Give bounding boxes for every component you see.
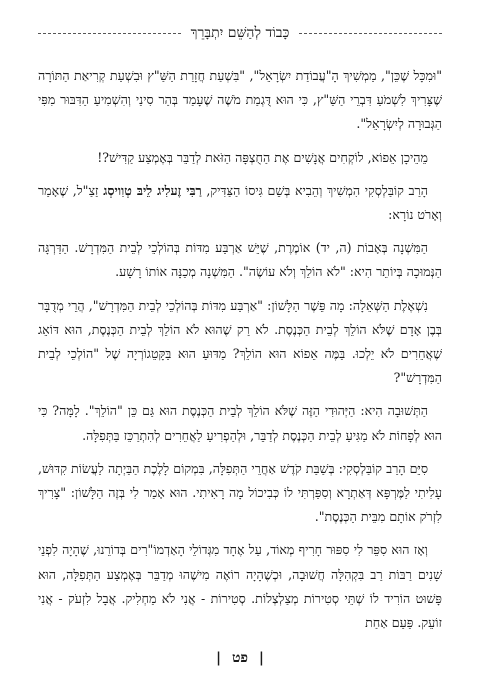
paragraph-text: מֵהֵיכָן אֵפוֹא, לוֹקְחִים אֲנָשִׁים אֶת הַחֻצְפָּה הַזֹּאת לְדַבֵּר בְּאֶמְצַע קַדִּישׁ?! [97,149,428,165]
running-header [38,22,442,44]
paragraph [38,399,442,447]
running-title: כָּבוֹד לְהַשֵּׁם יִתְבָּרֵךְ [190,24,290,41]
header-rule-left [38,33,181,34]
body-text [38,64,442,635]
paragraph-text: הַתְּשׁוּבָה הִיא: הַיְּהוּדִי הַזֶּה שֶׁלֹּא הוֹלֵךְ לְבֵית הַכְּנֶסֶת הוּא גַּם כֵּן "הוֹלֵךְ". לָמָּה? כִּי הוּא לְפָחוֹת לֹא מַגִּיעַ לְבֵית הַכְּנֶסֶת לְדַבֵּר, וּלְהַפְרִיעַ לַאֲחֵרִים לְהִתְרַכֵּז בַּתְּפִלָּה. [38,403,442,443]
paragraph [38,146,442,170]
paragraph-text: הָרַב קוֹבַּלְסְקִי הִמְשִׁיךְ וְהֵבִיא בְּשֵׁם גִּיסוֹ הַצַּדִּיק, [201,182,428,198]
paragraph [38,236,442,284]
paragraph-text: "וּמִכָּל שֶׁכֵּן", מַמְשִׁיךְ הָ"עֲבוֹדַת יִשְׂרָאֵל", "בִּשְׁעַת חֲזָרַת הַשַּׁ"ץ וּבִשְׁעַת קְרִיאַת הַתּוֹרָה שֶׁצָּרִיךְ לִשְׁמֹעַ דִּבְרֵי הַשַּׁ"ץ, כִּי הוּא דֻּגְמַת מֹשֶׁה שֶׁעָמַד בְּהַר סִינַי וְהִשְׁמִיעַ הַדִּבּוּר מִפִּי הַגְּבוּרָה לְיִשְׂרָאֵל". [38,68,442,132]
page-number: פט [231,650,249,666]
paragraph [38,538,442,635]
rabbi-name: רַבִּי זֶעלִיג לֵיבּ טְוִויסְג [103,182,202,198]
paragraph-text: סִיֵּם הָרַב קוֹבַּלְסְקִי: בְּשַׁבַּת קֹדֶשׁ אַחֲרֵי הַתְּפִלָּה, בִּמְקוֹם לָלֶכֶת הַבַּיְתָה לַעֲשׂוֹת קִדּוּשׁ, עָלִיתִי לַמֶּרְפָּא דְּאַתְרָא וְסִפַּרְתִּי לוֹ כְּבִיכוֹל מָה רָאִיתִי. הוּא אָמַר לִי בְּזֶה הַלָּשׁוֹן: "צָרִיךְ לִזְרֹק אוֹתָם מִבֵּית הַכְּנֶסֶת". [38,460,442,525]
paragraph [38,64,442,137]
footer-separator-left: | [258,650,264,666]
footer-separator-right: | [215,650,222,666]
paragraph-text: נִשְׁאֶלֶת הַשְּׁאֵלָה: מָה פֵּשֶׁר הַלָּשׁוֹן: "אַרְבַּע מִדּוֹת בְּהוֹלְכֵי לְבֵית הַמִּדְרָשׁ", הֲרֵי מְדֻבָּר בְּבֶן אָדָם שֶׁלֹּא הוֹלֵךְ לְבֵית הַכְּנֶסֶת. לֹא רַק שֶׁהוּא לֹא הוֹלֵךְ לְבֵית הַכְּנֶסֶת, הוּא דּוֹאֵג שֶׁאֲחֵרִים לֹא יֵלְכוּ. בַּמֶּה אֵפוֹא הוּא הוֹלֵךְ? מַדּוּעַ הוּא בַּקָּטֵגוֹרְיָה שֶׁל "הוֹלְכֵי לְבֵית הַמִּדְרָשׁ"? [38,297,442,386]
paragraph-text: זַצַ"ל, שֶׁאָמַר וְאָרֹט נוֹרָא: [38,182,442,223]
paragraph-text: הַמִּשְׁנָה בְּאָבוֹת (ה, יד) אוֹמֶרֶת, שֶׁיֵּשׁ אַרְבַּע מִדּוֹת בְּהוֹלְכֵי לְבֵית הַמִּדְרָשׁ. הַדַּרְגָּה הַנְּמוּכָה בְּיוֹתֵר הִיא: "לֹא הוֹלֵךְ וְלֹא עוֹשֶׂה". הַמִּשְׁנָה מְכַנָּה אוֹתוֹ רָשָׁע. [38,240,442,280]
paragraph [38,457,442,530]
page-footer [0,650,480,667]
paragraph [38,294,442,391]
header-rule-right [299,33,442,34]
paragraph-text: וְאָז הוּא סִפֵּר לִי סִפּוּר חָרִיף מְאוֹד, עַל אֶחָד מִגְּדוֹלֵי הָאַדְמוֹ"רִים בְּדוֹרֵנוּ, שֶׁהָיָה לִפְנֵי שָׁנִים רַבּוֹת רַב בִּקְהִלָּה חֲשׁוּבָה, וּכְשֶׁהָיָה רוֹאֶה מִישֶׁהוּ מְדַבֵּר בְּאֶמְצַע הַתְּפִלָּה, הוּא פָּשׁוּט הוֹרִיד לוֹ שְׁתֵּי סְטִירוֹת מְצַלְצְלוֹת. סְטִירוֹת - אֲנִי לֹא מַחְלִיק. אֲבָל לִזְעֹק - אֲנִי זוֹעֵק. פַּעַם אַחַת [38,542,442,631]
paragraph [38,179,442,227]
